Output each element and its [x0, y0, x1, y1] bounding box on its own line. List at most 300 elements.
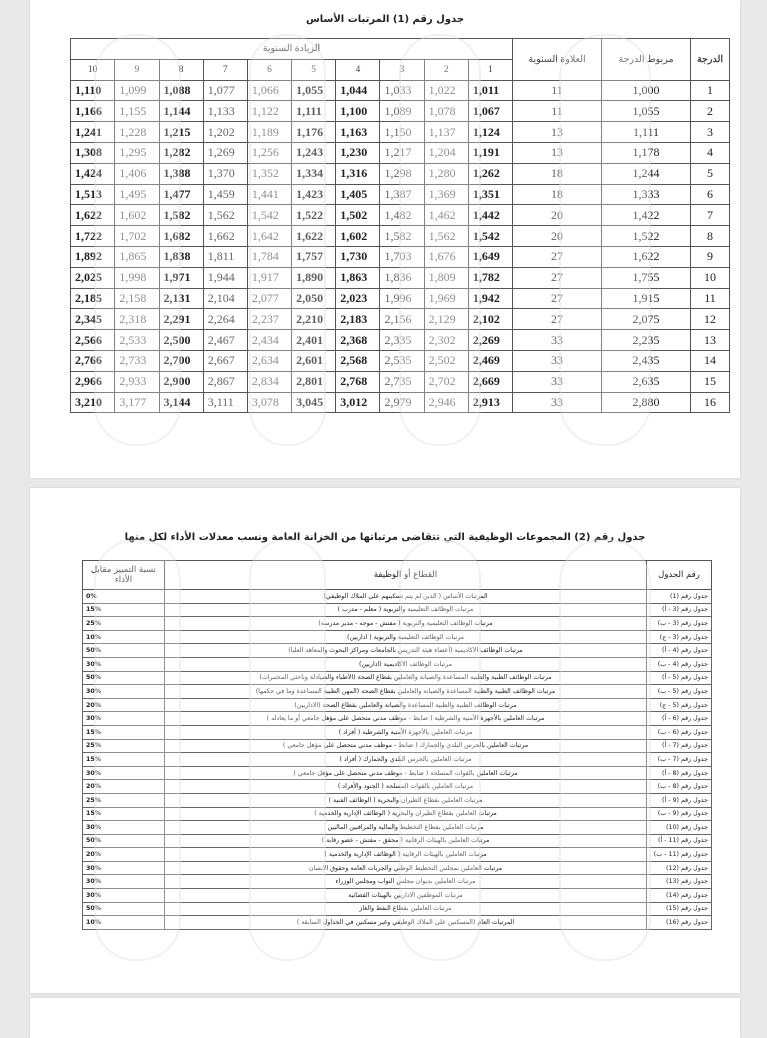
step-cell: 1,111: [292, 101, 336, 122]
table-row: [71, 267, 730, 288]
allowance-cell: 27: [513, 309, 602, 330]
step-cell: 1,298: [380, 163, 424, 184]
sector-cell: مرتبات الوظائف الطبية والطبية المساعدة والصيانة والعاملين بقطاع الصحة (الاداريين): [165, 698, 647, 712]
step-cell: 2,634: [247, 350, 291, 371]
table-row: [83, 902, 712, 916]
sector-cell: مرتبات الموظفين الاداريين بالهيئات القضائية: [165, 889, 647, 903]
header-allowance: العلاوة السنوية: [513, 39, 602, 81]
sector-cell: مرتبات العاملين بالقوات المسلحة ( الجنود والأفراد ): [165, 780, 647, 794]
step-cell: 1,722: [71, 226, 115, 247]
table1-title: جدول رقم (1) المرتبات الأساس: [305, 14, 465, 25]
table-row: [83, 834, 712, 848]
step-cell: 2,900: [159, 371, 203, 392]
allowance-cell: 27: [513, 246, 602, 267]
step-cell: 1,243: [292, 142, 336, 163]
step-cell: 1,513: [71, 184, 115, 205]
step-cell: 1,055: [292, 80, 336, 101]
step-cell: 2,102: [468, 309, 512, 330]
step-cell: 1,334: [292, 163, 336, 184]
step-cell: 2,566: [71, 330, 115, 351]
pct-cell: 20%: [83, 698, 165, 712]
step-cell: 1,122: [247, 101, 291, 122]
grade-cell: 2: [691, 101, 730, 122]
grade-cell: 8: [691, 226, 730, 247]
pct-cell: 30%: [83, 685, 165, 699]
step-cell: 1,782: [468, 267, 512, 288]
header-table-code: رقم الجدول: [647, 561, 712, 590]
step-cell: 1,110: [71, 80, 115, 101]
step-cell: 2,913: [468, 392, 512, 413]
step-cell: 3,078: [247, 392, 291, 413]
base-cell: 2,235: [602, 330, 691, 351]
table-code-cell: جدول رقم (5 - أ): [647, 671, 712, 685]
step-cell: 2,302: [424, 330, 468, 351]
grade-cell: 6: [691, 184, 730, 205]
allowance-cell: 18: [513, 184, 602, 205]
step-cell: 1,124: [468, 122, 512, 143]
table-code-cell: جدول رقم (3 - ج): [647, 630, 712, 644]
table-code-cell: جدول رقم (4 - ب): [647, 657, 712, 671]
allowance-cell: 18: [513, 163, 602, 184]
step-cell: 1,144: [159, 101, 203, 122]
step-cell: 1,702: [115, 226, 159, 247]
header-base: مربوط الدرجة: [602, 39, 691, 81]
step-cell: 1,703: [380, 246, 424, 267]
step-cell: 2,500: [159, 330, 203, 351]
table-code-cell: جدول رقم (8 - أ): [647, 766, 712, 780]
table-row: [83, 617, 712, 631]
pct-cell: 30%: [83, 657, 165, 671]
step-cell: 1,388: [159, 163, 203, 184]
step-cell: 1,176: [292, 122, 336, 143]
table-row: [71, 309, 730, 330]
step-cell: 1,369: [424, 184, 468, 205]
table-row: [83, 861, 712, 875]
step-header: 8: [159, 59, 203, 80]
sector-cell: مرتبات العاملين بالحرس البلدي والجمارك ( أفراد ): [165, 753, 647, 767]
table-code-cell: جدول رقم (15): [647, 902, 712, 916]
step-cell: 1,602: [115, 205, 159, 226]
document-page-1: [30, 0, 740, 478]
pct-cell: 10%: [83, 916, 165, 930]
step-cell: 2,104: [203, 288, 247, 309]
step-cell: 1,944: [203, 267, 247, 288]
allowance-cell: 13: [513, 142, 602, 163]
table-code-cell: جدول رقم (7 - ب): [647, 753, 712, 767]
step-cell: 1,202: [203, 122, 247, 143]
table-row: [83, 725, 712, 739]
step-cell: 2,768: [336, 371, 380, 392]
step-cell: 2,434: [247, 330, 291, 351]
step-cell: 2,210: [292, 309, 336, 330]
table-row: [71, 184, 730, 205]
step-cell: 2,946: [424, 392, 468, 413]
step-cell: 1,542: [468, 226, 512, 247]
base-cell: 1,622: [602, 246, 691, 267]
header-sector: القطاع أو الوظيفة: [165, 561, 647, 590]
sector-cell: مرتبات العاملين بقطاع التخطيط والمالية والمراقبين الماليين: [165, 821, 647, 835]
step-header: 5: [292, 59, 336, 80]
table-code-cell: جدول رقم (9 - أ): [647, 793, 712, 807]
step-header: 1: [468, 59, 512, 80]
base-cell: 1,178: [602, 142, 691, 163]
step-cell: 1,582: [159, 205, 203, 226]
step-cell: 3,177: [115, 392, 159, 413]
step-cell: 1,137: [424, 122, 468, 143]
header-annual-increase: الزيادة السنوية: [71, 39, 513, 60]
pct-cell: 15%: [83, 725, 165, 739]
step-cell: 2,568: [336, 350, 380, 371]
base-cell: 2,435: [602, 350, 691, 371]
step-cell: 1,865: [115, 246, 159, 267]
step-cell: 1,387: [380, 184, 424, 205]
grade-cell: 4: [691, 142, 730, 163]
allowance-cell: 11: [513, 80, 602, 101]
pct-cell: 10%: [83, 630, 165, 644]
table-code-cell: جدول رقم (3 - ب): [647, 617, 712, 631]
pct-cell: 50%: [83, 902, 165, 916]
sector-cell: مرتبات الوظائف التعليمية والتربوية ( مفتش - موجه - مدير مدرسة): [165, 617, 647, 631]
step-cell: 2,702: [424, 371, 468, 392]
step-cell: 2,933: [115, 371, 159, 392]
pct-cell: 25%: [83, 793, 165, 807]
step-cell: 2,368: [336, 330, 380, 351]
base-cell: 1,055: [602, 101, 691, 122]
table-code-cell: جدول رقم (7 - أ): [647, 739, 712, 753]
step-cell: 1,996: [380, 288, 424, 309]
step-cell: 2,401: [292, 330, 336, 351]
step-cell: 2,966: [71, 371, 115, 392]
table-row: [71, 122, 730, 143]
step-cell: 2,185: [71, 288, 115, 309]
step-cell: 1,078: [424, 101, 468, 122]
table-row: [71, 371, 730, 392]
step-cell: 1,215: [159, 122, 203, 143]
step-cell: 1,089: [380, 101, 424, 122]
step-cell: 1,424: [71, 163, 115, 184]
table-row: [71, 101, 730, 122]
step-header: 2: [424, 59, 468, 80]
base-cell: 1,000: [602, 80, 691, 101]
step-header: 6: [247, 59, 291, 80]
step-cell: 2,269: [468, 330, 512, 351]
pct-cell: 15%: [83, 603, 165, 617]
table-row: [83, 889, 712, 903]
base-cell: 1,111: [602, 122, 691, 143]
sector-cell: مرتبات العاملين بمجلس التخطيط الوطني والجريات العامة وحقوق الانسان: [165, 861, 647, 875]
table-row: [83, 916, 712, 930]
grade-cell: 14: [691, 350, 730, 371]
table-row: [71, 392, 730, 413]
grade-cell: 5: [691, 163, 730, 184]
step-cell: 1,522: [292, 205, 336, 226]
step-cell: 1,442: [468, 205, 512, 226]
base-cell: 2,075: [602, 309, 691, 330]
grade-cell: 12: [691, 309, 730, 330]
step-cell: 1,477: [159, 184, 203, 205]
table-code-cell: جدول رقم (8 - ب): [647, 780, 712, 794]
step-cell: 2,291: [159, 309, 203, 330]
step-cell: 1,163: [336, 122, 380, 143]
step-cell: 1,230: [336, 142, 380, 163]
allowance-cell: 13: [513, 122, 602, 143]
sector-cell: المرتبات العام (المسكنين على الملاك الوظيفي وغير مسكنين في الجداول السابقة ): [165, 916, 647, 930]
step-cell: 1,217: [380, 142, 424, 163]
table-code-cell: جدول رقم (3 - أ): [647, 603, 712, 617]
allowance-cell: 27: [513, 288, 602, 309]
step-cell: 3,144: [159, 392, 203, 413]
base-cell: 1,522: [602, 226, 691, 247]
grade-cell: 3: [691, 122, 730, 143]
step-cell: 1,088: [159, 80, 203, 101]
sector-cell: مرتبات الوظائف الطبية والطبية المساعدة والصيانة والعاملين بقطاع الصحة (الأطباء والصيادلة وباحثي المختبرات): [165, 671, 647, 685]
step-cell: 1,622: [292, 226, 336, 247]
step-cell: 1,033: [380, 80, 424, 101]
step-cell: 2,077: [247, 288, 291, 309]
table-code-cell: جدول رقم (6 - أ): [647, 712, 712, 726]
table-code-cell: جدول رقم (14): [647, 889, 712, 903]
table-row: [83, 753, 712, 767]
step-cell: 1,462: [424, 205, 468, 226]
pct-cell: 30%: [83, 889, 165, 903]
step-cell: 1,676: [424, 246, 468, 267]
header-grade: الدرجة: [691, 39, 730, 81]
base-salary-table: [70, 38, 730, 413]
grade-cell: 1: [691, 80, 730, 101]
step-cell: 1,316: [336, 163, 380, 184]
allowance-cell: 33: [513, 350, 602, 371]
step-cell: 1,441: [247, 184, 291, 205]
step-cell: 1,308: [71, 142, 115, 163]
step-cell: 2,023: [336, 288, 380, 309]
step-cell: 2,237: [247, 309, 291, 330]
pct-cell: 50%: [83, 671, 165, 685]
step-cell: 1,682: [159, 226, 203, 247]
step-cell: 1,295: [115, 142, 159, 163]
pct-cell: 30%: [83, 821, 165, 835]
step-cell: 1,459: [203, 184, 247, 205]
step-cell: 2,669: [468, 371, 512, 392]
step-header: 3: [380, 59, 424, 80]
step-cell: 2,535: [380, 350, 424, 371]
step-cell: 2,979: [380, 392, 424, 413]
base-cell: 2,635: [602, 371, 691, 392]
step-cell: 1,971: [159, 267, 203, 288]
step-cell: 2,533: [115, 330, 159, 351]
table-row: [83, 712, 712, 726]
allowance-cell: 33: [513, 392, 602, 413]
pct-cell: 30%: [83, 861, 165, 875]
step-cell: 1,269: [203, 142, 247, 163]
step-cell: 2,264: [203, 309, 247, 330]
step-cell: 2,667: [203, 350, 247, 371]
table-row: [83, 848, 712, 862]
step-header: 10: [71, 59, 115, 80]
base-cell: 2,880: [602, 392, 691, 413]
sector-cell: مرتبات العاملين بديوان مجلس النواب ومجلس الوزراء: [165, 875, 647, 889]
sector-cell: مرتبات العاملين بقطاع الطيران والبحرية ( الوظائف الإدارية والخدمية ): [165, 807, 647, 821]
step-cell: 1,150: [380, 122, 424, 143]
step-cell: 1,582: [380, 226, 424, 247]
table-row: [83, 821, 712, 835]
header-performance-pct: نسبة التمييز مقابل الأداء: [83, 561, 165, 590]
step-cell: 1,155: [115, 101, 159, 122]
sector-cell: المرتبات الأساس ( الذين لم يتم تسكينهم على الملاك الوظيفي): [165, 590, 647, 604]
table-row: [71, 142, 730, 163]
step-cell: 1,423: [292, 184, 336, 205]
step-cell: 2,801: [292, 371, 336, 392]
step-cell: 1,969: [424, 288, 468, 309]
step-cell: 2,183: [336, 309, 380, 330]
sector-cell: مرتبات العاملين بالأجهزة الأمنية والشرطية ( ضابط - موظف مدني متحصل على مؤهل جامعي أو ما يعادله ): [165, 712, 647, 726]
step-cell: 1,495: [115, 184, 159, 205]
step-cell: 3,045: [292, 392, 336, 413]
sector-cell: مرتبات العاملين بقطاع النفط والغاز: [165, 902, 647, 916]
step-cell: 2,025: [71, 267, 115, 288]
base-cell: 1,915: [602, 288, 691, 309]
step-cell: 1,892: [71, 246, 115, 267]
table-row: [83, 698, 712, 712]
table-row: [83, 780, 712, 794]
table-row: [83, 590, 712, 604]
document-page-2: [30, 488, 740, 993]
table-row: [71, 288, 730, 309]
pct-cell: 30%: [83, 766, 165, 780]
table-code-cell: جدول رقم (6 - ب): [647, 725, 712, 739]
step-cell: 1,562: [424, 226, 468, 247]
step-cell: 3,111: [203, 392, 247, 413]
step-cell: 1,228: [115, 122, 159, 143]
table-row: [83, 807, 712, 821]
pct-cell: 20%: [83, 848, 165, 862]
table-row: [83, 630, 712, 644]
table-code-cell: جدول رقم (13): [647, 875, 712, 889]
table-row: [71, 205, 730, 226]
sector-cell: مرتبات العاملين بالهيئات الرقابية ( الوظائف الإدارية والخدمية ): [165, 848, 647, 862]
step-cell: 1,405: [336, 184, 380, 205]
allowance-cell: 20: [513, 205, 602, 226]
step-cell: 1,890: [292, 267, 336, 288]
sector-cell: مرتبات العاملين بقطاع الطيران والبحرية ( الوظائف الفنية ): [165, 793, 647, 807]
pct-cell: 25%: [83, 739, 165, 753]
pct-cell: 30%: [83, 875, 165, 889]
step-cell: 1,838: [159, 246, 203, 267]
table-code-cell: جدول رقم (5 - ج): [647, 698, 712, 712]
step-cell: 2,467: [203, 330, 247, 351]
allowance-cell: 33: [513, 330, 602, 351]
step-cell: 2,129: [424, 309, 468, 330]
allowance-cell: 11: [513, 101, 602, 122]
step-cell: 1,204: [424, 142, 468, 163]
table2-title: جدول رقم (2) المجموعات الوظيفية التي تتقاضى مرتباتها من الخزانة العامة ونسب معدلات الأداء لكل منها: [124, 532, 646, 543]
table-row: [83, 793, 712, 807]
step-cell: 2,469: [468, 350, 512, 371]
base-cell: 1,244: [602, 163, 691, 184]
step-cell: 1,502: [336, 205, 380, 226]
table-row: [83, 671, 712, 685]
table-row: [83, 685, 712, 699]
step-cell: 1,262: [468, 163, 512, 184]
document-page-3: [30, 998, 740, 1038]
step-header: 4: [336, 59, 380, 80]
step-cell: 3,210: [71, 392, 115, 413]
step-cell: 1,406: [115, 163, 159, 184]
step-cell: 1,077: [203, 80, 247, 101]
step-cell: 1,066: [247, 80, 291, 101]
step-cell: 2,318: [115, 309, 159, 330]
step-cell: 2,733: [115, 350, 159, 371]
table-row: [71, 80, 730, 101]
table-row: [83, 657, 712, 671]
grade-cell: 13: [691, 330, 730, 351]
step-cell: 1,044: [336, 80, 380, 101]
step-cell: 1,370: [203, 163, 247, 184]
grade-cell: 15: [691, 371, 730, 392]
pct-cell: 30%: [83, 712, 165, 726]
pct-cell: 50%: [83, 834, 165, 848]
step-cell: 2,158: [115, 288, 159, 309]
step-cell: 1,809: [424, 267, 468, 288]
pct-cell: 50%: [83, 644, 165, 658]
table-row: [71, 330, 730, 351]
step-cell: 1,241: [71, 122, 115, 143]
step-cell: 2,335: [380, 330, 424, 351]
sector-cell: مرتبات الوظائف الاكاديمية (أعضاء هيئة التدريس بالجامعات ومراكز البحوث والمعاهد العليا): [165, 644, 647, 658]
step-cell: 2,867: [203, 371, 247, 392]
step-cell: 1,352: [247, 163, 291, 184]
step-cell: 1,642: [247, 226, 291, 247]
step-cell: 1,099: [115, 80, 159, 101]
step-cell: 2,345: [71, 309, 115, 330]
step-cell: 1,917: [247, 267, 291, 288]
step-cell: 1,482: [380, 205, 424, 226]
allowance-cell: 27: [513, 267, 602, 288]
sector-cell: مرتبات العاملين بالأجهزة الأمنية والشرطية ( أفراد ): [165, 725, 647, 739]
table-code-cell: جدول رقم (16): [647, 916, 712, 930]
step-cell: 1,166: [71, 101, 115, 122]
table-row: [83, 603, 712, 617]
step-cell: 1,602: [336, 226, 380, 247]
sector-cell: مرتبات الوظائف التعليمية والتربوية ( معلم - مدرب ): [165, 603, 647, 617]
step-cell: 2,050: [292, 288, 336, 309]
step-header: 7: [203, 59, 247, 80]
grade-cell: 10: [691, 267, 730, 288]
step-cell: 1,256: [247, 142, 291, 163]
step-cell: 1,730: [336, 246, 380, 267]
table-row: [83, 644, 712, 658]
step-cell: 1,011: [468, 80, 512, 101]
table-row: [71, 350, 730, 371]
table-row: [71, 246, 730, 267]
sector-cell: مرتبات الوظائف الطبية والطبية المساعدة والصيانة والعاملين بقطاع الصحة (المهن الطبية المساعدة وما في حكمها): [165, 685, 647, 699]
step-cell: 1,811: [203, 246, 247, 267]
table-code-cell: جدول رقم (12): [647, 861, 712, 875]
step-cell: 3,012: [336, 392, 380, 413]
table-code-cell: جدول رقم (11 - ب): [647, 848, 712, 862]
grade-cell: 9: [691, 246, 730, 267]
table-row: [83, 739, 712, 753]
grade-cell: 11: [691, 288, 730, 309]
step-cell: 1,282: [159, 142, 203, 163]
table-code-cell: جدول رقم (10): [647, 821, 712, 835]
table-code-cell: جدول رقم (4 - أ): [647, 644, 712, 658]
step-cell: 1,863: [336, 267, 380, 288]
step-cell: 2,131: [159, 288, 203, 309]
sector-cell: مرتبات الوظائف الاكاديمية (اداريين): [165, 657, 647, 671]
pct-cell: 0%: [83, 590, 165, 604]
table-row: [71, 226, 730, 247]
pct-cell: 20%: [83, 780, 165, 794]
